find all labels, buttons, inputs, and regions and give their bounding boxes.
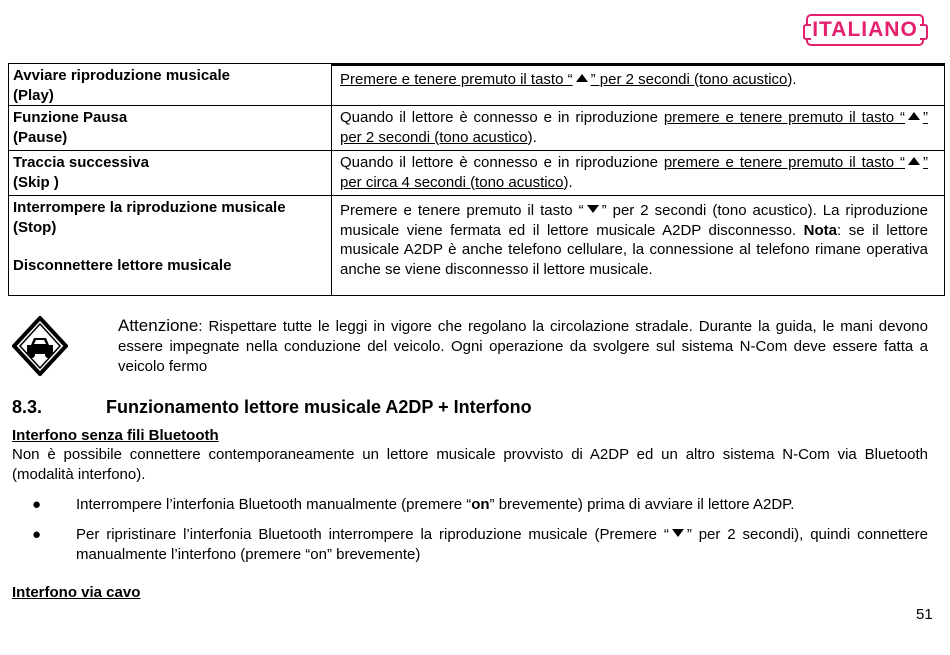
section-title: Funzionamento lettore musicale A2DP + Interfono xyxy=(106,397,532,417)
command-name: Funzione Pausa xyxy=(13,109,128,126)
section-heading xyxy=(12,397,532,418)
command-name: Avviare riproduzione musicale xyxy=(13,67,231,84)
subsection-heading-bluetooth: Interfono senza fili Bluetooth xyxy=(12,427,219,444)
command-description-cell: Quando il lettore è connesso e in riproduzione premere e tenere premuto il tasto “ ” per circa 4 secondi (tono acustico). xyxy=(332,151,945,196)
command-alias: (Skip ) xyxy=(13,173,59,191)
page-number: 51 xyxy=(916,606,933,623)
command-alias: (Stop) xyxy=(13,218,57,236)
command-description-cell: Premere e tenere premuto il tasto “ ” per 2 secondi (tono acustico). xyxy=(332,64,945,106)
bullet-icon: ● xyxy=(32,496,42,513)
command-alias: (Play) xyxy=(13,86,54,104)
note-label: Nota xyxy=(803,221,837,239)
table-row xyxy=(9,106,945,151)
command-name: Interrompere la riproduzione musicale xyxy=(13,199,286,216)
arrow-up-icon xyxy=(908,112,920,120)
command-table xyxy=(8,63,945,296)
table-row xyxy=(9,64,945,106)
bullet-icon: ● xyxy=(32,526,42,543)
command-name: Traccia successiva xyxy=(13,154,149,171)
warning-title: Attenzione xyxy=(118,316,199,335)
language-badge: ITALIANO xyxy=(806,14,924,46)
command-name-cell xyxy=(9,196,332,296)
command-description-cell: Quando il lettore è connesso e in riproduzione premere e tenere premuto il tasto “ ” per 2 secondi (tono acustico). xyxy=(332,106,945,151)
section-number: 8.3. xyxy=(12,397,43,417)
command-description-cell: Premere e tenere premuto il tasto “ ” per 2 secondi (tono acustico). La riproduzione musicale viene fermata ed il lettore musicale A2DP disconnesso. Nota: se il lettore musicale A2DP è anche telefono cellulare, la connessione al telefono rimane operativa anche se viene disconnesso il lettore musicale. xyxy=(332,196,945,296)
subsection-heading-cable: Interfono via cavo xyxy=(12,584,141,601)
car-warning-icon xyxy=(12,316,68,376)
table-row xyxy=(9,151,945,196)
command-name-secondary: Disconnettere lettore musicale xyxy=(13,257,232,274)
arrow-down-icon xyxy=(587,205,599,213)
warning-body: : Rispettare tutte le leggi in vigore che regolano la circolazione stradale. Durante la guida, le mani devono essere impegnate nella conduzione del veicolo. Ogni operazione da svolgere sul sistema N-Com deve essere fatta a veicolo fermo xyxy=(118,318,928,375)
command-name-cell xyxy=(9,151,332,196)
paragraph: Non è possibile connettere contemporaneamente un lettore musicale provvisto di A2DP ed un altro sistema N-Com via Bluetooth (modalità interfono). xyxy=(12,446,928,483)
arrow-up-icon xyxy=(576,74,588,82)
command-alias: (Pause) xyxy=(13,128,68,146)
command-name-cell xyxy=(9,106,332,151)
table-row xyxy=(9,196,945,296)
warning-notice xyxy=(118,316,928,377)
arrow-up-icon xyxy=(908,157,920,165)
command-name-cell xyxy=(9,64,332,106)
arrow-down-icon xyxy=(672,529,684,537)
description-text: Premere e tenere premuto il tasto “ ” per 2 secondi (tono acustico xyxy=(340,71,788,88)
